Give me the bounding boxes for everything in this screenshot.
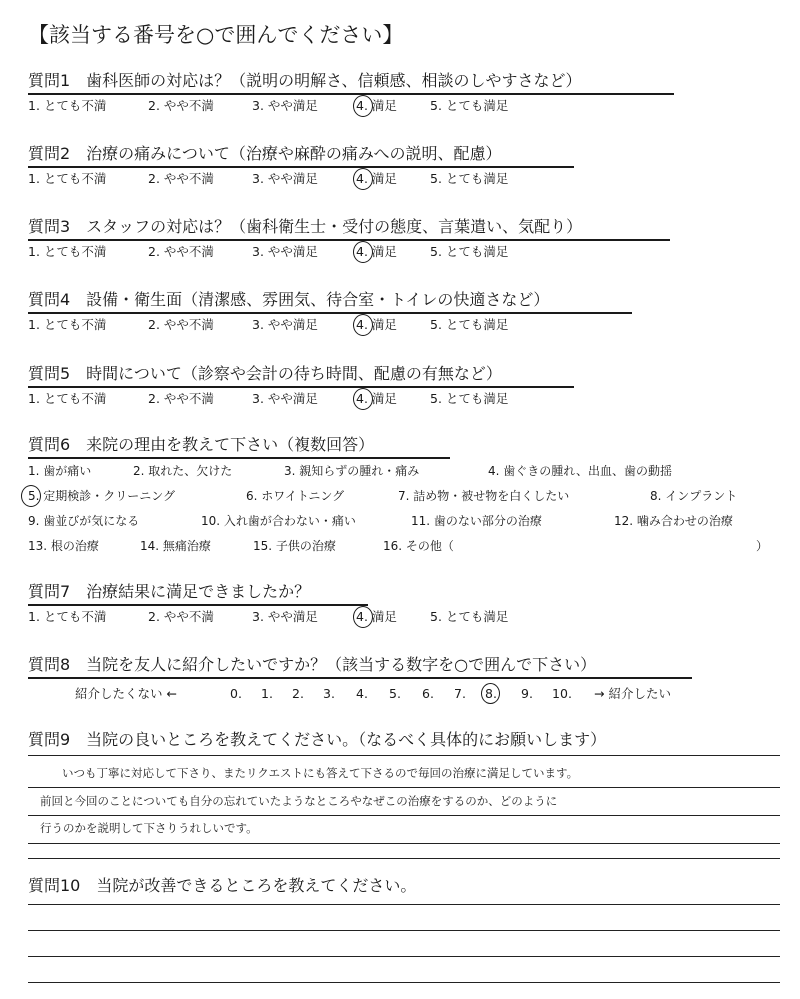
option-1[interactable]: 1. とても不満 bbox=[28, 391, 107, 406]
selection-circle bbox=[353, 314, 373, 336]
scale-option-8[interactable]: 8. bbox=[485, 686, 497, 701]
selection-circle bbox=[353, 606, 373, 628]
option-1[interactable]: 1. とても不満 bbox=[28, 98, 107, 113]
option-5[interactable]: 5. とても満足 bbox=[430, 317, 509, 332]
reason-option[interactable]: 13. 根の治療 bbox=[28, 539, 99, 553]
option-4[interactable]: 4. 満足 bbox=[356, 98, 397, 113]
selection-circle bbox=[353, 388, 373, 410]
scale-right-label: → 紹介したい bbox=[594, 686, 671, 701]
option-3[interactable]: 3. やや満足 bbox=[252, 391, 318, 406]
question-label: 質問7 治療結果に満足できましたか？ bbox=[28, 582, 311, 601]
option-4[interactable]: 4. 満足 bbox=[356, 171, 397, 186]
option-5[interactable]: 5. とても満足 bbox=[430, 391, 509, 406]
option-1[interactable]: 1. とても不満 bbox=[28, 317, 107, 332]
question-underline bbox=[28, 457, 450, 459]
question-underline bbox=[28, 93, 674, 95]
reason-option[interactable]: 10. 入れ歯が合わない・痛い bbox=[201, 514, 356, 528]
answer-line bbox=[28, 755, 780, 756]
reason-option[interactable]: 4. 歯ぐきの腫れ、出血、歯の動揺 bbox=[488, 464, 672, 478]
question-underline bbox=[28, 312, 632, 314]
option-2[interactable]: 2. やや不満 bbox=[148, 609, 214, 624]
question-label: 質問9 当院の良いところを教えてください。（なるべく具体的にお願いします） bbox=[28, 730, 607, 749]
option-4[interactable]: 4. 満足 bbox=[356, 244, 397, 259]
other-close-paren: ） bbox=[756, 539, 769, 553]
question-label: 質問1 歯科医師の対応は？（説明の明解さ、信頼感、相談のしやすさなど） bbox=[28, 71, 582, 90]
option-3[interactable]: 3. やや満足 bbox=[252, 609, 318, 624]
reason-option[interactable]: 9. 歯並びが気になる bbox=[28, 514, 140, 528]
scale-option-3[interactable]: 3. bbox=[323, 686, 335, 701]
question-label: 質問4 設備・衛生面（清潔感、雰囲気、待合室・トイレの快適さなど） bbox=[28, 290, 550, 309]
option-2[interactable]: 2. やや不満 bbox=[148, 244, 214, 259]
answer-line bbox=[28, 787, 780, 788]
question-label: 質問10 当院が改善できるところを教えてください。 bbox=[28, 876, 417, 895]
form-title: 【該当する番号を○で囲んでください】 bbox=[28, 23, 404, 47]
scale-option-5[interactable]: 5. bbox=[389, 686, 401, 701]
option-1[interactable]: 1. とても不満 bbox=[28, 244, 107, 259]
reason-option[interactable]: 15. 子供の治療 bbox=[253, 539, 336, 553]
question-label: 質問5 時間について（診察や会計の待ち時間、配慮の有無など） bbox=[28, 364, 502, 383]
option-3[interactable]: 3. やや満足 bbox=[252, 98, 318, 113]
option-3[interactable]: 3. やや満足 bbox=[252, 171, 318, 186]
reason-option[interactable]: 1. 歯が痛い bbox=[28, 464, 92, 478]
answer-line bbox=[28, 982, 780, 983]
reason-option[interactable]: 11. 歯のない部分の治療 bbox=[411, 514, 542, 528]
handwritten-answer-line: 行うのかを説明して下さりうれしいです。 bbox=[40, 821, 258, 835]
option-4[interactable]: 4. 満足 bbox=[356, 317, 397, 332]
scale-option-10[interactable]: 10. bbox=[552, 686, 572, 701]
selection-circle bbox=[353, 168, 373, 190]
handwritten-answer-line: 前回と今回のことについても自分の忘れていたようなところやなぜこの治療をするのか、どのように bbox=[40, 794, 558, 808]
answer-line bbox=[28, 858, 780, 859]
selection-circle bbox=[481, 683, 500, 704]
reason-option[interactable]: 16. その他（ bbox=[383, 539, 454, 553]
answer-line bbox=[28, 904, 780, 905]
selection-circle bbox=[21, 485, 41, 507]
option-5[interactable]: 5. とても満足 bbox=[430, 171, 509, 186]
reason-option[interactable]: 2. 取れた、欠けた bbox=[133, 464, 233, 478]
option-2[interactable]: 2. やや不満 bbox=[148, 317, 214, 332]
answer-line bbox=[28, 815, 780, 816]
option-1[interactable]: 1. とても不満 bbox=[28, 609, 107, 624]
option-3[interactable]: 3. やや満足 bbox=[252, 244, 318, 259]
scale-option-6[interactable]: 6. bbox=[422, 686, 434, 701]
option-5[interactable]: 5. とても満足 bbox=[430, 98, 509, 113]
option-2[interactable]: 2. やや不満 bbox=[148, 98, 214, 113]
question-label: 質問3 スタッフの対応は？（歯科衛生士・受付の態度、言葉遣い、気配り） bbox=[28, 217, 583, 236]
reason-option[interactable]: 6. ホワイトニング bbox=[246, 489, 345, 503]
option-2[interactable]: 2. やや不満 bbox=[148, 171, 214, 186]
option-1[interactable]: 1. とても不満 bbox=[28, 171, 107, 186]
option-5[interactable]: 5. とても満足 bbox=[430, 609, 509, 624]
question-underline bbox=[28, 604, 368, 606]
question-underline bbox=[28, 386, 574, 388]
selection-circle bbox=[353, 95, 373, 117]
reason-option[interactable]: 7. 詰め物・被せ物を白くしたい bbox=[398, 489, 570, 503]
question-label: 質問2 治療の痛みについて（治療や麻酔の痛みへの説明、配慮） bbox=[28, 144, 502, 163]
reason-option[interactable]: 8. インプラント bbox=[650, 489, 738, 503]
reason-option[interactable]: 5. 定期検診・クリーニング bbox=[28, 489, 176, 503]
option-5[interactable]: 5. とても満足 bbox=[430, 244, 509, 259]
question-label: 質問8 当院を友人に紹介したいですか？（該当する数字を○で囲んで下さい） bbox=[28, 655, 597, 674]
question-underline bbox=[28, 166, 574, 168]
scale-option-9[interactable]: 9. bbox=[521, 686, 533, 701]
selection-circle bbox=[353, 241, 373, 263]
answer-line bbox=[28, 843, 780, 844]
option-4[interactable]: 4. 満足 bbox=[356, 609, 397, 624]
handwritten-answer-line: いつも丁寧に対応して下さり、またリクエストにも答えて下さるので毎回の治療に満足しています。 bbox=[62, 766, 579, 780]
scale-option-7[interactable]: 7. bbox=[454, 686, 466, 701]
question-underline bbox=[28, 239, 670, 241]
option-2[interactable]: 2. やや不満 bbox=[148, 391, 214, 406]
question-label: 質問6 来院の理由を教えて下さい（複数回答） bbox=[28, 435, 375, 454]
reason-option[interactable]: 3. 親知らずの腫れ・痛み bbox=[284, 464, 420, 478]
answer-line bbox=[28, 956, 780, 957]
scale-option-4[interactable]: 4. bbox=[356, 686, 368, 701]
option-3[interactable]: 3. やや満足 bbox=[252, 317, 318, 332]
reason-option[interactable]: 12. 噛み合わせの治療 bbox=[614, 514, 733, 528]
scale-left-label: 紹介したくない ← bbox=[75, 686, 177, 701]
option-4[interactable]: 4. 満足 bbox=[356, 391, 397, 406]
reason-option[interactable]: 14. 無痛治療 bbox=[140, 539, 211, 553]
question-underline bbox=[28, 677, 692, 679]
answer-line bbox=[28, 930, 780, 931]
scale-option-2[interactable]: 2. bbox=[292, 686, 304, 701]
scale-option-1[interactable]: 1. bbox=[261, 686, 273, 701]
scale-option-0[interactable]: 0. bbox=[230, 686, 242, 701]
